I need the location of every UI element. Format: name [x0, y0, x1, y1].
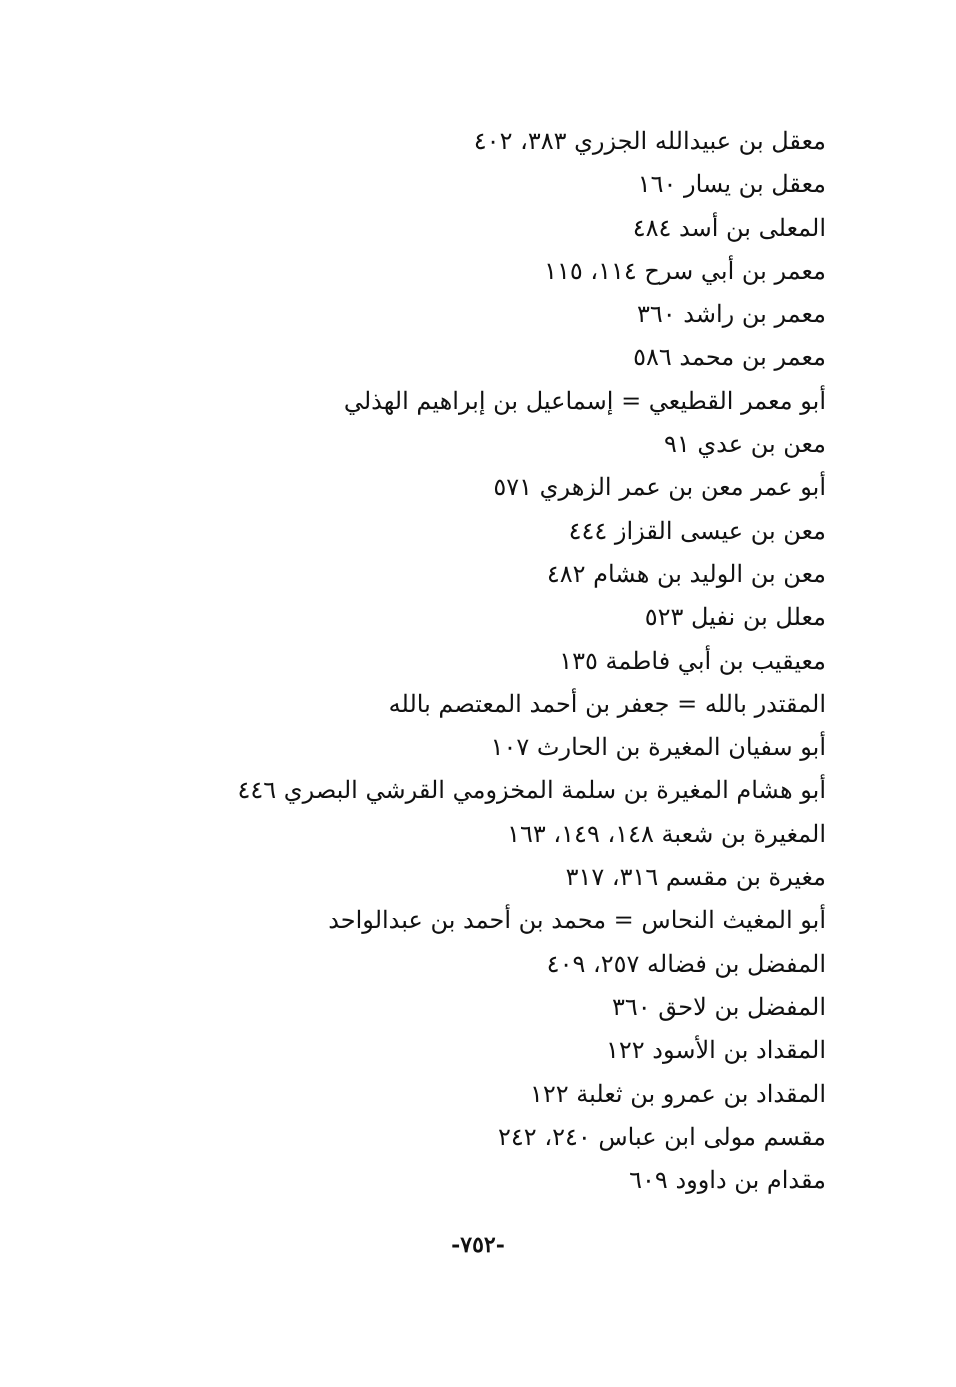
index-entry: أبو المغيث النحاس = محمد بن أحمد بن عبدالواحد [328, 906, 826, 935]
index-entry: معن بن الوليد بن هشام ٤٨٢ [546, 559, 826, 588]
index-list [126, 120, 826, 1202]
page-number: -٧٥٢- [451, 1232, 505, 1258]
index-entry: أبو معمر القطيعي = إسماعيل بن إبراهيم الهذلي [343, 386, 826, 415]
index-entry: المقداد بن عمرو بن ثعلبة ١٢٢ [529, 1079, 826, 1108]
index-entry: معلل بن نفيل ٥٢٣ [644, 603, 826, 632]
index-entry: معمر بن راشد ٣٦٠ [636, 300, 826, 329]
index-entry: مقسم مولى ابن عباس ٢٤٠، ٢٤٢ [498, 1122, 826, 1151]
index-entry: المغيرة بن شعبة ١٤٨، ١٤٩، ١٦٣ [507, 819, 826, 848]
index-entry: معن بن عدي ٩١ [663, 430, 826, 459]
index-entry: أبو هشام المغيرة بن سلمة المخزومي القرشي البصري ٤٤٦ [237, 776, 826, 805]
index-entry: المفضل بن لاحق ٣٦٠ [611, 992, 826, 1021]
index-entry: المفضل بن فضاله ٢٥٧، ٤٠٩ [546, 949, 826, 978]
index-entry: معن بن عيسى القزاز ٤٤٤ [568, 516, 826, 545]
index-entry: معيقيب بن أبي فاطمة ١٣٥ [559, 646, 826, 675]
index-entry: معمر بن محمد ٥٨٦ [633, 343, 826, 372]
index-entry: معقل بن يسار ١٦٠ [637, 170, 826, 199]
index-entry: أبو سفيان المغيرة بن الحارث ١٠٧ [490, 733, 826, 762]
index-entry: معمر بن أبي سرح ١١٤، ١١٥ [544, 256, 826, 285]
index-entry: معقل بن عبيدالله الجزري ٣٨٣، ٤٠٢ [473, 127, 826, 155]
index-entry: مقدام بن داوود ٦٠٩ [629, 1166, 826, 1195]
index-entry: المقداد بن الأسود ١٢٢ [605, 1036, 826, 1065]
index-entry: أبو عمر معن بن عمر الزهري ٥٧١ [493, 473, 826, 502]
index-entry: مغيرة بن مقسم ٣١٦، ٣١٧ [565, 863, 826, 892]
index-entry: المقتدر بالله = جعفر بن أحمد المعتصم بالله [388, 689, 826, 718]
index-entry: المعلى بن أسد ٤٨٤ [632, 213, 826, 242]
